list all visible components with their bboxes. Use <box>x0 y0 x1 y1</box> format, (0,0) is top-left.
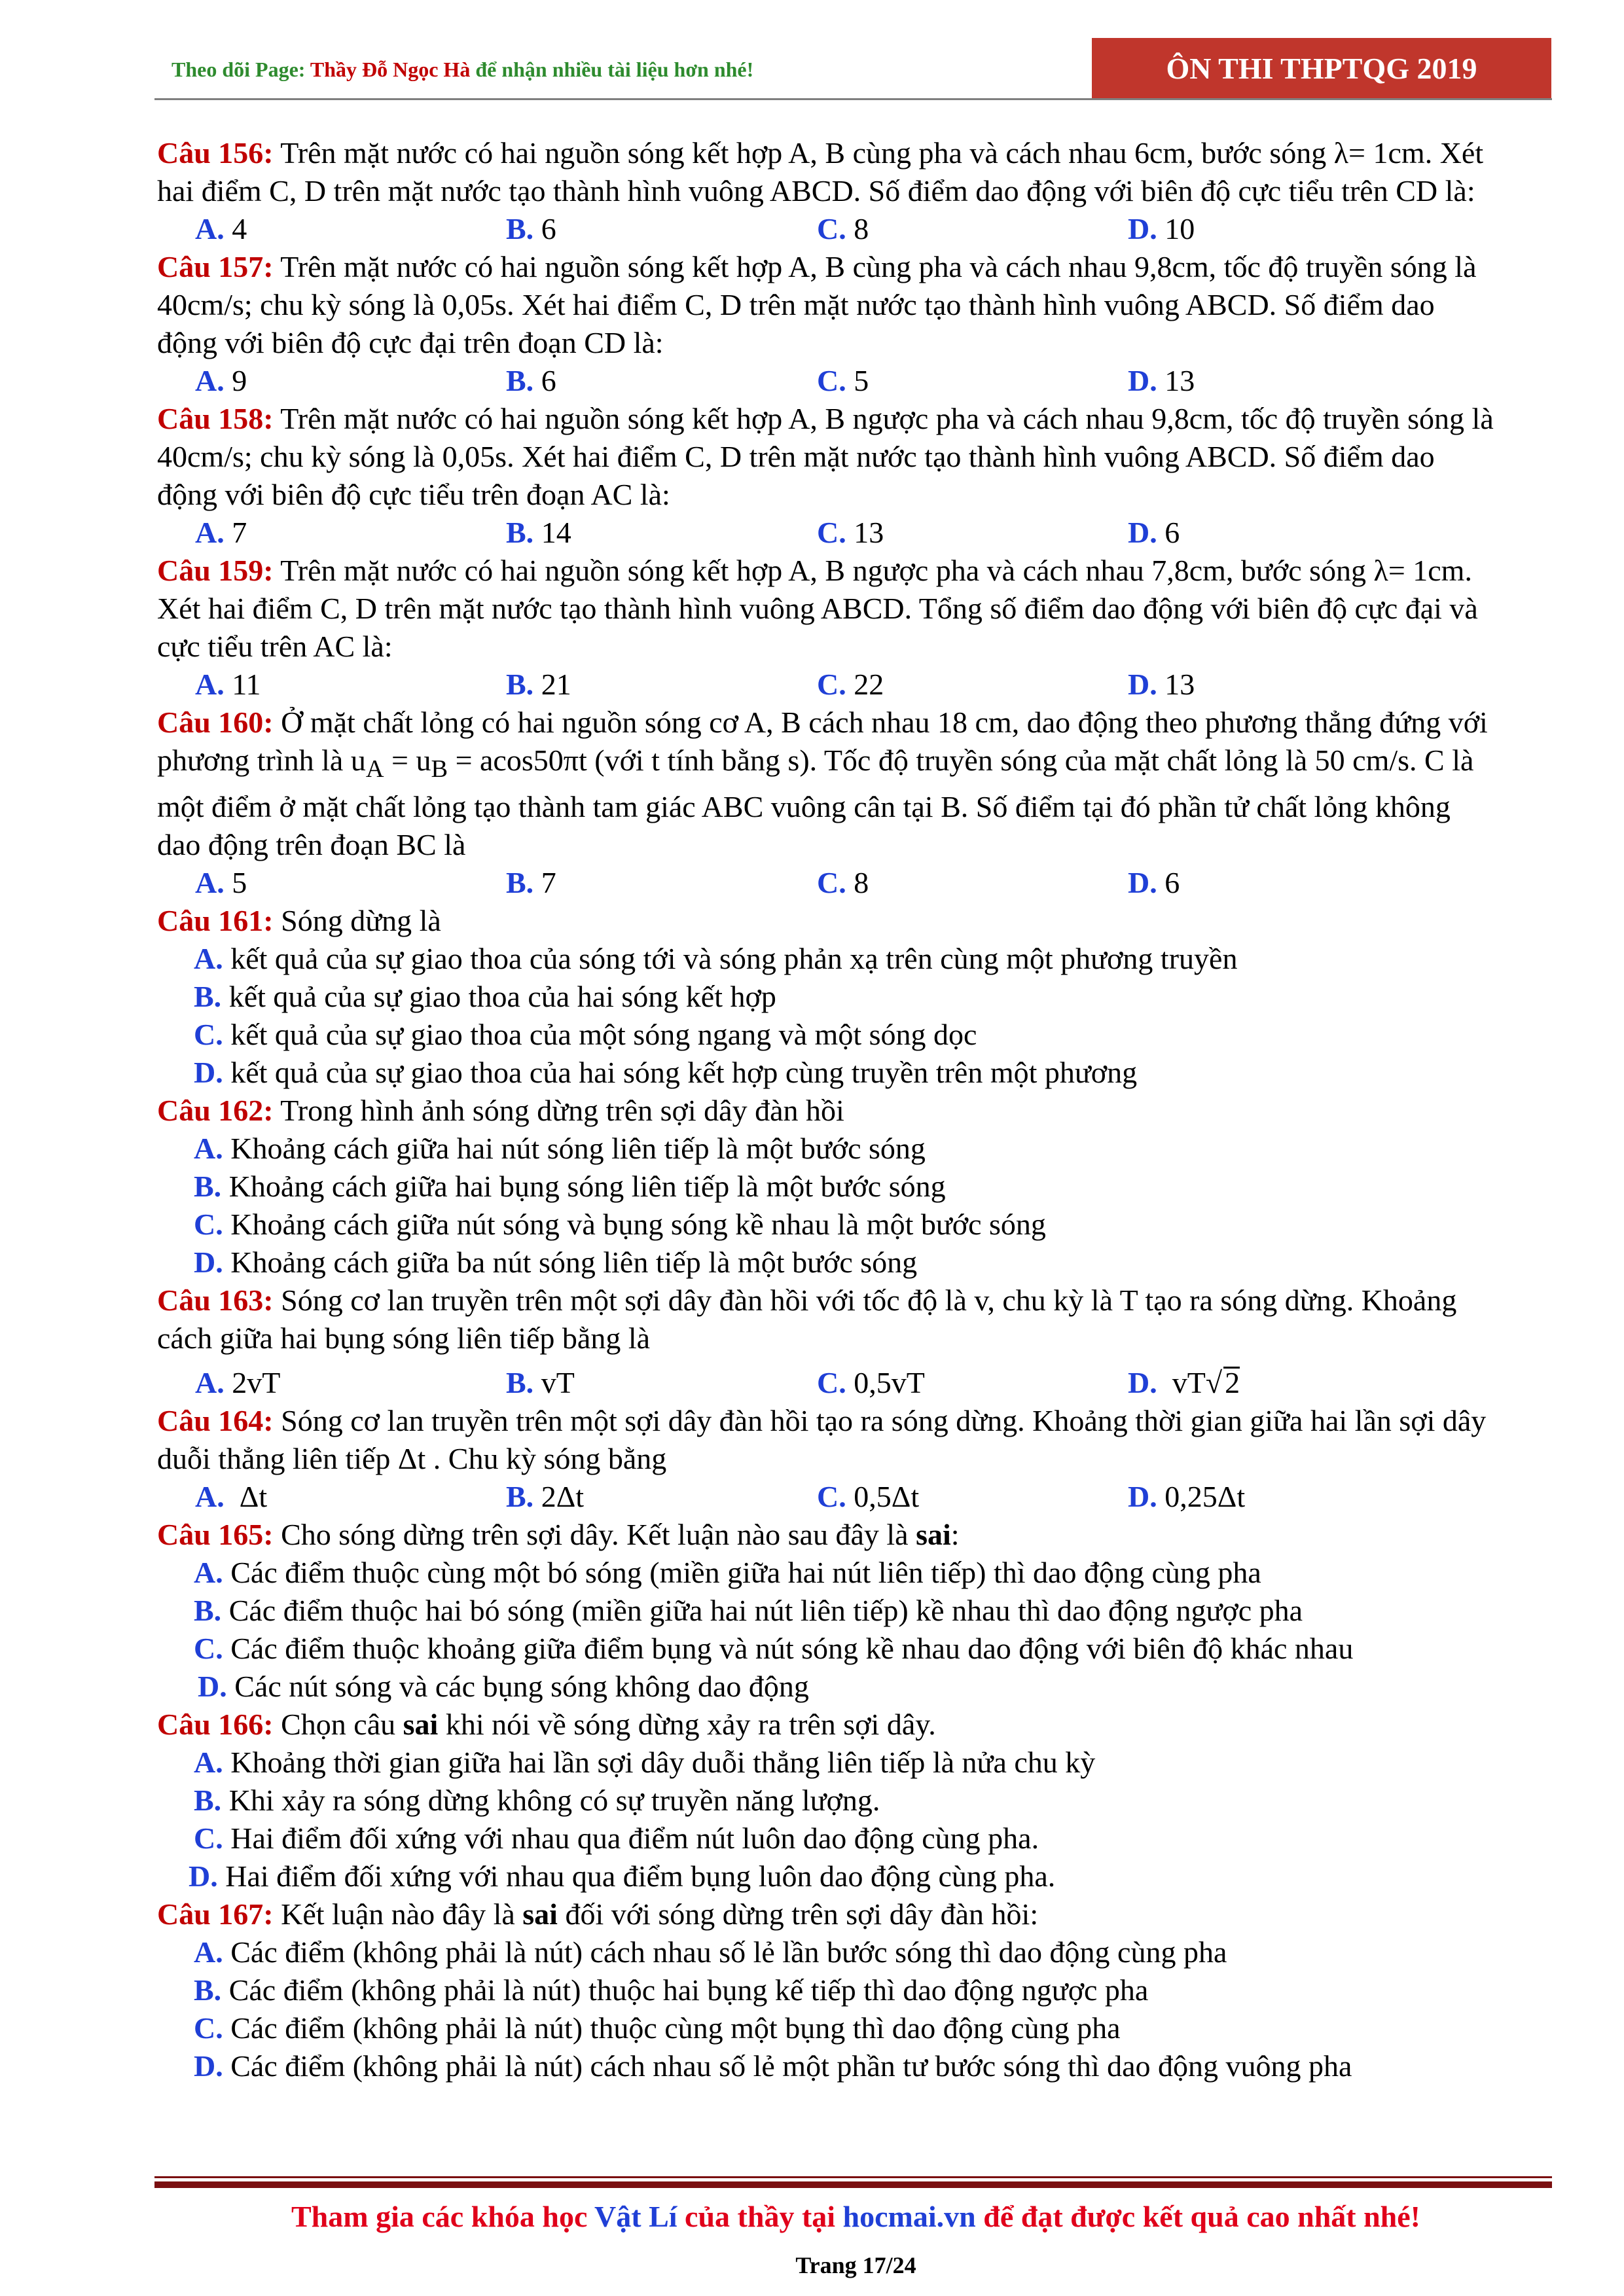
option-key: D. <box>1128 212 1157 245</box>
option-d <box>1128 1364 1439 1402</box>
option-text: Các điểm thuộc hai bó sóng (miền giữa hai nút liên tiếp) kề nhau thì dao động ngược pha <box>228 1594 1303 1628</box>
option-text: Các điểm (không phải là nút) cách nhau số lẻ lần bước sóng thì dao động cùng pha <box>230 1935 1227 1969</box>
option-b <box>157 1971 1499 2009</box>
option-key: C. <box>194 1208 223 1242</box>
option-key: C. <box>194 2011 223 2045</box>
option-text: 0,25Δt <box>1164 1480 1246 1514</box>
question-list <box>157 134 1499 2085</box>
option-a <box>195 210 506 248</box>
option-key: C. <box>817 516 846 549</box>
option-text: Khoảng cách giữa hai bụng sóng liên tiếp là một bước sóng <box>228 1170 946 1204</box>
option-text: 6 <box>1164 866 1180 900</box>
option-text: 6 <box>541 212 556 245</box>
question-label: Câu 167: <box>157 1897 274 1931</box>
option-c <box>157 1820 1499 1857</box>
option-text: 13 <box>1164 364 1195 397</box>
option-text: 5 <box>854 364 869 397</box>
option-text: vT <box>541 1366 575 1400</box>
question-156 <box>157 134 1499 210</box>
option-key: D. <box>194 2049 223 2083</box>
option-a <box>195 864 506 902</box>
option-key: D. <box>1128 866 1157 900</box>
footer-text: Tham gia các khóa học <box>291 2200 595 2233</box>
question-label: Câu 164: <box>157 1404 274 1438</box>
answer-row-158 <box>157 514 1499 552</box>
option-key: B. <box>194 980 222 1014</box>
question-text-end: khi nói về sóng dừng xảy ra trên sợi dây. <box>438 1708 936 1742</box>
option-text: kết quả của sự giao thoa của sóng tới và sóng phản xạ trên cùng một phương truyền <box>230 942 1238 976</box>
option-key: B. <box>194 1594 222 1628</box>
question-167 <box>157 1895 1499 1933</box>
option-key: A. <box>195 1480 225 1514</box>
sqrt-radicand: 2 <box>1225 1366 1240 1400</box>
option-b <box>506 210 817 248</box>
question-158 <box>157 400 1499 514</box>
option-text: 9 <box>232 364 247 397</box>
option-key: D. <box>1128 1366 1157 1400</box>
footer-text: của thầy tại <box>677 2200 843 2233</box>
subscript-b: B <box>431 755 448 783</box>
sqrt-icon: √ <box>1205 1366 1223 1400</box>
option-key: A. <box>195 1366 225 1400</box>
option-a <box>195 362 506 400</box>
question-163 <box>157 1282 1499 1357</box>
option-text: vT <box>1172 1366 1206 1400</box>
answer-row-164 <box>157 1478 1499 1516</box>
question-165 <box>157 1516 1499 1554</box>
header-follow-suffix: để nhận nhiều tài liệu hơn nhé! <box>470 58 754 81</box>
option-a <box>157 1554 1499 1592</box>
option-key: D. <box>189 1859 218 1893</box>
question-text: Chọn câu <box>273 1708 403 1742</box>
emphasis-sai: sai <box>403 1708 439 1742</box>
option-b <box>506 1478 817 1516</box>
question-157 <box>157 248 1499 362</box>
option-d <box>1128 514 1439 552</box>
question-162 <box>157 1092 1499 1130</box>
option-key: B. <box>194 1784 222 1818</box>
option-key: D. <box>198 1670 227 1704</box>
question-text: Sóng dừng là <box>273 904 441 938</box>
question-text-end: đối với sóng dừng trên sợi dây đàn hồi: <box>557 1897 1039 1931</box>
option-key: D. <box>1128 668 1157 701</box>
footer-text: để đạt được kết quả cao nhất nhé! <box>975 2200 1420 2233</box>
answer-row-157 <box>157 362 1499 400</box>
option-d <box>157 1054 1499 1092</box>
option-text: Các điểm thuộc khoảng giữa điểm bụng và nút sóng kề nhau dao động với biên độ khác nhau <box>230 1632 1354 1666</box>
header-follow-prefix: Theo dõi Page: <box>171 58 310 81</box>
header-follow-text <box>171 58 753 82</box>
option-c <box>817 210 1128 248</box>
question-166 <box>157 1706 1499 1744</box>
question-label: Câu 156: <box>157 136 274 170</box>
option-text: Các điểm (không phải là nút) thuộc cùng một bụng thì dao động cùng pha <box>230 2011 1121 2045</box>
option-key: D. <box>194 1246 223 1280</box>
option-c <box>157 1206 1499 1244</box>
question-text: Sóng cơ lan truyền trên một sợi dây đàn hồi với tốc độ là v, chu kỳ là T tạo ra sóng dừng. Khoảng cách giữa hai bụng sóng liên tiếp bằng là <box>157 1283 1457 1355</box>
option-key: A. <box>194 1556 223 1590</box>
answer-row-159 <box>157 666 1499 704</box>
footer-subject: Vật Lí <box>594 2200 677 2233</box>
question-label: Câu 162: <box>157 1094 274 1128</box>
option-key: A. <box>195 866 225 900</box>
header-exam-badge: ÔN THI THPTQG 2019 <box>1092 38 1551 98</box>
answer-row-156 <box>157 210 1499 248</box>
question-text: Ở mặt chất lỏng có hai nguồn sóng cơ A, B cách nhau 18 cm, dao động theo phương thẳng đứng với phương trình là u <box>157 706 1488 777</box>
option-d <box>1128 864 1439 902</box>
question-text: Trên mặt nước có hai nguồn sóng kết hợp A, B ngược pha và cách nhau 7,8cm, bước sóng λ= 1cm. Xét hai điểm C, D trên mặt nước tạo thành hình vuông ABCD. Tổng số điểm dao động với biên độ cực đại và cực tiểu trên AC là: <box>157 554 1478 663</box>
option-c <box>817 514 1128 552</box>
option-key: D. <box>1128 1480 1157 1514</box>
option-key: D. <box>1128 364 1157 397</box>
option-d <box>157 2047 1499 2085</box>
question-label: Câu 161: <box>157 904 274 938</box>
option-text: 22 <box>854 668 884 701</box>
option-b <box>506 864 817 902</box>
option-key: D. <box>1128 516 1157 549</box>
question-161 <box>157 902 1499 940</box>
question-164 <box>157 1402 1499 1478</box>
option-key: B. <box>506 1480 534 1514</box>
question-label: Câu 166: <box>157 1708 274 1742</box>
option-c <box>157 1016 1499 1054</box>
option-a <box>195 1478 506 1516</box>
option-text: 21 <box>541 668 571 701</box>
footer-promo <box>157 2199 1555 2234</box>
option-key: C. <box>817 668 846 701</box>
option-b <box>157 1168 1499 1206</box>
option-b <box>157 1592 1499 1630</box>
footer-site-link[interactable]: hocmai.vn <box>842 2200 976 2233</box>
option-text: Các nút sóng và các bụng sóng không dao động <box>234 1670 809 1704</box>
option-text: 11 <box>232 668 261 701</box>
option-a <box>195 666 506 704</box>
option-d <box>157 1244 1499 1282</box>
option-text: 5 <box>232 866 247 900</box>
option-key: D. <box>194 1056 223 1090</box>
option-key: C. <box>817 364 846 397</box>
option-key: A. <box>195 668 225 701</box>
option-key: C. <box>194 1018 223 1052</box>
option-text: 6 <box>541 364 556 397</box>
option-text: 7 <box>541 866 556 900</box>
question-text-end: : <box>950 1518 960 1552</box>
option-text: Hai điểm đối xứng với nhau qua điểm bụng luôn dao động cùng pha. <box>225 1859 1056 1893</box>
option-key: B. <box>506 866 534 900</box>
option-key: B. <box>194 1973 222 2007</box>
option-b <box>506 362 817 400</box>
option-key: C. <box>817 212 846 245</box>
question-text: Trên mặt nước có hai nguồn sóng kết hợp A, B cùng pha và cách nhau 9,8cm, tốc độ truyền sóng là 40cm/s; chu kỳ sóng là 0,05s. Xét hai điểm C, D trên mặt nước tạo thành hình vuông ABCD. Số điểm dao động với biên độ cực đại trên đoạn CD là: <box>157 250 1477 359</box>
option-text: 10 <box>1164 212 1195 245</box>
answer-row-160 <box>157 864 1499 902</box>
option-key: B. <box>194 1170 222 1204</box>
option-d <box>1128 1478 1439 1516</box>
option-key: C. <box>194 1632 223 1666</box>
option-key: A. <box>195 212 225 245</box>
option-text: 6 <box>1164 516 1180 549</box>
option-text: 14 <box>541 516 571 549</box>
option-text: 7 <box>232 516 247 549</box>
footer-divider-thin <box>154 2176 1552 2178</box>
option-text: kết quả của sự giao thoa của hai sóng kết hợp cùng truyền trên một phương <box>230 1056 1138 1090</box>
question-text: = acos50πt (với t tính bằng s). Tốc độ truyền sóng của mặt chất lỏng là 50 cm/s. C là một điểm ở mặt chất lỏng tạo thành tam giác ABC vuông cân tại B. Số điểm tại đó phần tử chất lỏng không dao động trên đoạn BC là <box>157 744 1474 862</box>
option-a <box>157 1744 1499 1782</box>
question-label: Câu 159: <box>157 554 274 587</box>
question-text: Cho sóng dừng trên sợi dây. Kết luận nào sau đây là <box>273 1518 916 1552</box>
option-text: Các điểm thuộc cùng một bó sóng (miền giữa hai nút liên tiếp) thì dao động cùng pha <box>230 1556 1261 1590</box>
option-a <box>195 1364 506 1402</box>
option-text: 0,5Δt <box>854 1480 920 1514</box>
option-c <box>817 864 1128 902</box>
option-key: B. <box>506 1366 534 1400</box>
option-b <box>157 1782 1499 1820</box>
option-key: C. <box>817 1366 846 1400</box>
option-key: A. <box>195 516 225 549</box>
option-d <box>1128 210 1439 248</box>
option-text: 4 <box>232 212 247 245</box>
header-page-name: Thầy Đỗ Ngọc Hà <box>310 58 471 81</box>
option-text: 8 <box>854 212 869 245</box>
option-text: Khoảng cách giữa ba nút sóng liên tiếp là một bước sóng <box>230 1246 918 1280</box>
option-text: 0,5vT <box>854 1366 925 1400</box>
option-c <box>157 2009 1499 2047</box>
emphasis-sai: sai <box>916 1518 951 1552</box>
option-key: B. <box>506 364 534 397</box>
option-text: 8 <box>854 866 869 900</box>
option-text: Khoảng cách giữa nút sóng và bụng sóng kề nhau là một bước sóng <box>230 1208 1046 1242</box>
option-b <box>506 514 817 552</box>
option-a <box>157 940 1499 978</box>
option-key: A. <box>194 1935 223 1969</box>
option-key: B. <box>506 212 534 245</box>
option-c <box>817 1478 1128 1516</box>
option-a <box>195 514 506 552</box>
option-text: Các điểm (không phải là nút) cách nhau số lẻ một phần tư bước sóng thì dao động vuông pha <box>230 2049 1352 2083</box>
option-key: C. <box>194 1821 223 1856</box>
option-key: A. <box>194 942 223 976</box>
option-a <box>157 1933 1499 1971</box>
option-d <box>157 1668 1499 1706</box>
question-label: Câu 165: <box>157 1518 274 1552</box>
option-c <box>817 1364 1128 1402</box>
option-c <box>157 1630 1499 1668</box>
answer-row-163 <box>157 1364 1499 1402</box>
option-text: Khi xảy ra sóng dừng không có sự truyền năng lượng. <box>228 1784 880 1818</box>
option-text: 2vT <box>232 1366 281 1400</box>
question-159 <box>157 552 1499 666</box>
option-text: Khoảng cách giữa hai nút sóng liên tiếp là một bước sóng <box>230 1132 926 1166</box>
footer-divider-thick <box>154 2181 1552 2188</box>
option-a <box>157 1130 1499 1168</box>
option-b <box>506 1364 817 1402</box>
option-d <box>1128 362 1439 400</box>
question-text: Trên mặt nước có hai nguồn sóng kết hợp A, B cùng pha và cách nhau 6cm, bước sóng λ= 1cm. Xét hai điểm C, D trên mặt nước tạo thành hình vuông ABCD. Số điểm dao động với biên độ cực tiểu trên CD là: <box>157 136 1484 207</box>
option-c <box>817 362 1128 400</box>
option-key: B. <box>506 668 534 701</box>
option-text: Khoảng thời gian giữa hai lần sợi dây duỗi thẳng liên tiếp là nửa chu kỳ <box>230 1746 1096 1780</box>
question-label: Câu 157: <box>157 250 274 283</box>
question-text: = u <box>384 744 431 777</box>
emphasis-sai: sai <box>522 1897 558 1931</box>
question-text: Trên mặt nước có hai nguồn sóng kết hợp A, B ngược pha và cách nhau 9,8cm, tốc độ truyền sóng là 40cm/s; chu kỳ sóng là 0,05s. Xét hai điểm C, D trên mặt nước tạo thành hình vuông ABCD. Số điểm dao động với biên độ cực tiểu trên đoạn AC là: <box>157 402 1494 511</box>
option-text: Các điểm (không phải là nút) thuộc hai bụng kế tiếp thì dao động ngược pha <box>228 1973 1149 2007</box>
question-text: Trong hình ảnh sóng dừng trên sợi dây đàn hồi <box>273 1094 844 1128</box>
question-text: Kết luận nào đây là <box>273 1897 523 1931</box>
option-d <box>1128 666 1439 704</box>
option-key: A. <box>195 364 225 397</box>
question-160 <box>157 704 1499 864</box>
question-label: Câu 158: <box>157 402 274 435</box>
option-key: A. <box>194 1746 223 1780</box>
option-key: C. <box>817 866 846 900</box>
question-text: Sóng cơ lan truyền trên một sợi dây đàn hồi tạo ra sóng dừng. Khoảng thời gian giữa hai lần sợi dây duỗi thẳng liên tiếp Δt . Chu kỳ sóng bằng <box>157 1404 1487 1476</box>
subscript-a: A <box>365 755 384 783</box>
option-b <box>506 666 817 704</box>
option-text: Δt <box>239 1480 268 1514</box>
option-text: Hai điểm đối xứng với nhau qua điểm nút luôn dao động cùng pha. <box>230 1821 1039 1856</box>
option-text: kết quả của sự giao thoa của hai sóng kết hợp <box>228 980 776 1014</box>
option-key: C. <box>817 1480 846 1514</box>
option-key: B. <box>506 516 534 549</box>
option-text: 13 <box>1164 668 1195 701</box>
option-key: A. <box>194 1132 223 1166</box>
header-divider <box>154 98 1552 100</box>
option-d <box>157 1857 1499 1895</box>
page-number: Trang 17/24 <box>795 2252 916 2278</box>
option-c <box>817 666 1128 704</box>
option-text: kết quả của sự giao thoa của một sóng ngang và một sóng dọc <box>230 1018 977 1052</box>
option-text: 2Δt <box>541 1480 585 1514</box>
option-b <box>157 978 1499 1016</box>
question-label: Câu 163: <box>157 1283 274 1318</box>
option-text: 13 <box>854 516 884 549</box>
question-label: Câu 160: <box>157 706 274 739</box>
